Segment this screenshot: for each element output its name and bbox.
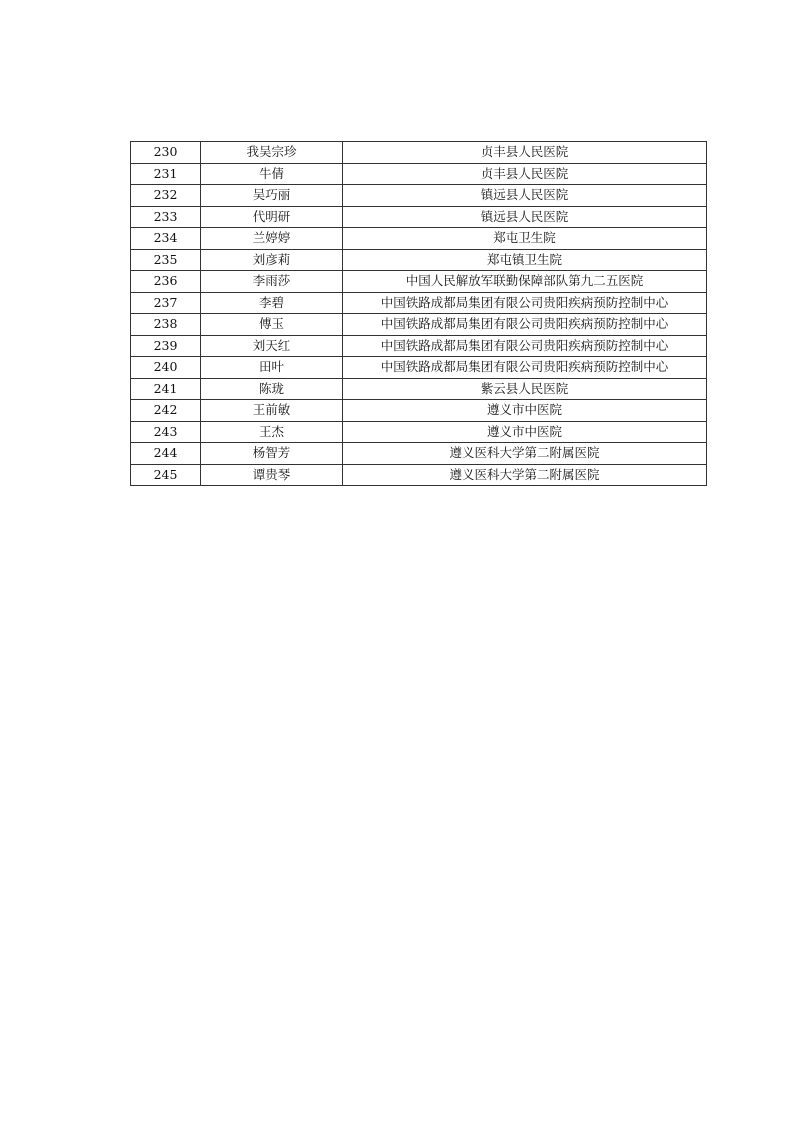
table-row xyxy=(131,464,707,486)
table-row xyxy=(131,421,707,443)
organization: 紫云县人民医院 xyxy=(343,378,707,400)
row-number: 233 xyxy=(131,206,201,228)
organization: 中国铁路成都局集团有限公司贵阳疾病预防控制中心 xyxy=(343,335,707,357)
organization: 遵义医科大学第二附属医院 xyxy=(343,443,707,465)
row-number: 234 xyxy=(131,228,201,250)
person-name: 刘天红 xyxy=(201,335,343,357)
organization: 中国铁路成都局集团有限公司贵阳疾病预防控制中心 xyxy=(343,357,707,379)
person-name: 我吴宗珍 xyxy=(201,142,343,164)
roster-table-body xyxy=(131,142,707,486)
row-number: 239 xyxy=(131,335,201,357)
table-row xyxy=(131,271,707,293)
table-row xyxy=(131,357,707,379)
row-number: 235 xyxy=(131,249,201,271)
row-number: 241 xyxy=(131,378,201,400)
table-row xyxy=(131,185,707,207)
person-name: 王杰 xyxy=(201,421,343,443)
table-row xyxy=(131,443,707,465)
row-number: 245 xyxy=(131,464,201,486)
roster-table xyxy=(130,141,707,486)
row-number: 236 xyxy=(131,271,201,293)
person-name: 谭贵琴 xyxy=(201,464,343,486)
table-row xyxy=(131,249,707,271)
person-name: 王前敏 xyxy=(201,400,343,422)
table-row xyxy=(131,378,707,400)
table-row xyxy=(131,335,707,357)
table-row xyxy=(131,142,707,164)
person-name: 兰婷婷 xyxy=(201,228,343,250)
person-name: 傅玉 xyxy=(201,314,343,336)
organization: 遵义医科大学第二附属医院 xyxy=(343,464,707,486)
row-number: 244 xyxy=(131,443,201,465)
table-row xyxy=(131,314,707,336)
row-number: 243 xyxy=(131,421,201,443)
organization: 郑屯卫生院 xyxy=(343,228,707,250)
table-row xyxy=(131,400,707,422)
row-number: 237 xyxy=(131,292,201,314)
table-row xyxy=(131,163,707,185)
person-name: 杨智芳 xyxy=(201,443,343,465)
person-name: 代明研 xyxy=(201,206,343,228)
row-number: 238 xyxy=(131,314,201,336)
table-row xyxy=(131,206,707,228)
row-number: 242 xyxy=(131,400,201,422)
person-name: 刘彦莉 xyxy=(201,249,343,271)
organization: 中国铁路成都局集团有限公司贵阳疾病预防控制中心 xyxy=(343,292,707,314)
organization: 遵义市中医院 xyxy=(343,421,707,443)
organization: 遵义市中医院 xyxy=(343,400,707,422)
organization: 镇远县人民医院 xyxy=(343,206,707,228)
organization: 贞丰县人民医院 xyxy=(343,142,707,164)
organization: 中国铁路成都局集团有限公司贵阳疾病预防控制中心 xyxy=(343,314,707,336)
row-number: 240 xyxy=(131,357,201,379)
person-name: 吴巧丽 xyxy=(201,185,343,207)
row-number: 230 xyxy=(131,142,201,164)
person-name: 牛倩 xyxy=(201,163,343,185)
person-name: 田叶 xyxy=(201,357,343,379)
organization: 贞丰县人民医院 xyxy=(343,163,707,185)
table-row xyxy=(131,292,707,314)
row-number: 232 xyxy=(131,185,201,207)
table-row xyxy=(131,228,707,250)
person-name: 李碧 xyxy=(201,292,343,314)
organization: 郑屯镇卫生院 xyxy=(343,249,707,271)
organization: 镇远县人民医院 xyxy=(343,185,707,207)
person-name: 李雨莎 xyxy=(201,271,343,293)
row-number: 231 xyxy=(131,163,201,185)
person-name: 陈珑 xyxy=(201,378,343,400)
organization: 中国人民解放军联勤保障部队第九二五医院 xyxy=(343,271,707,293)
